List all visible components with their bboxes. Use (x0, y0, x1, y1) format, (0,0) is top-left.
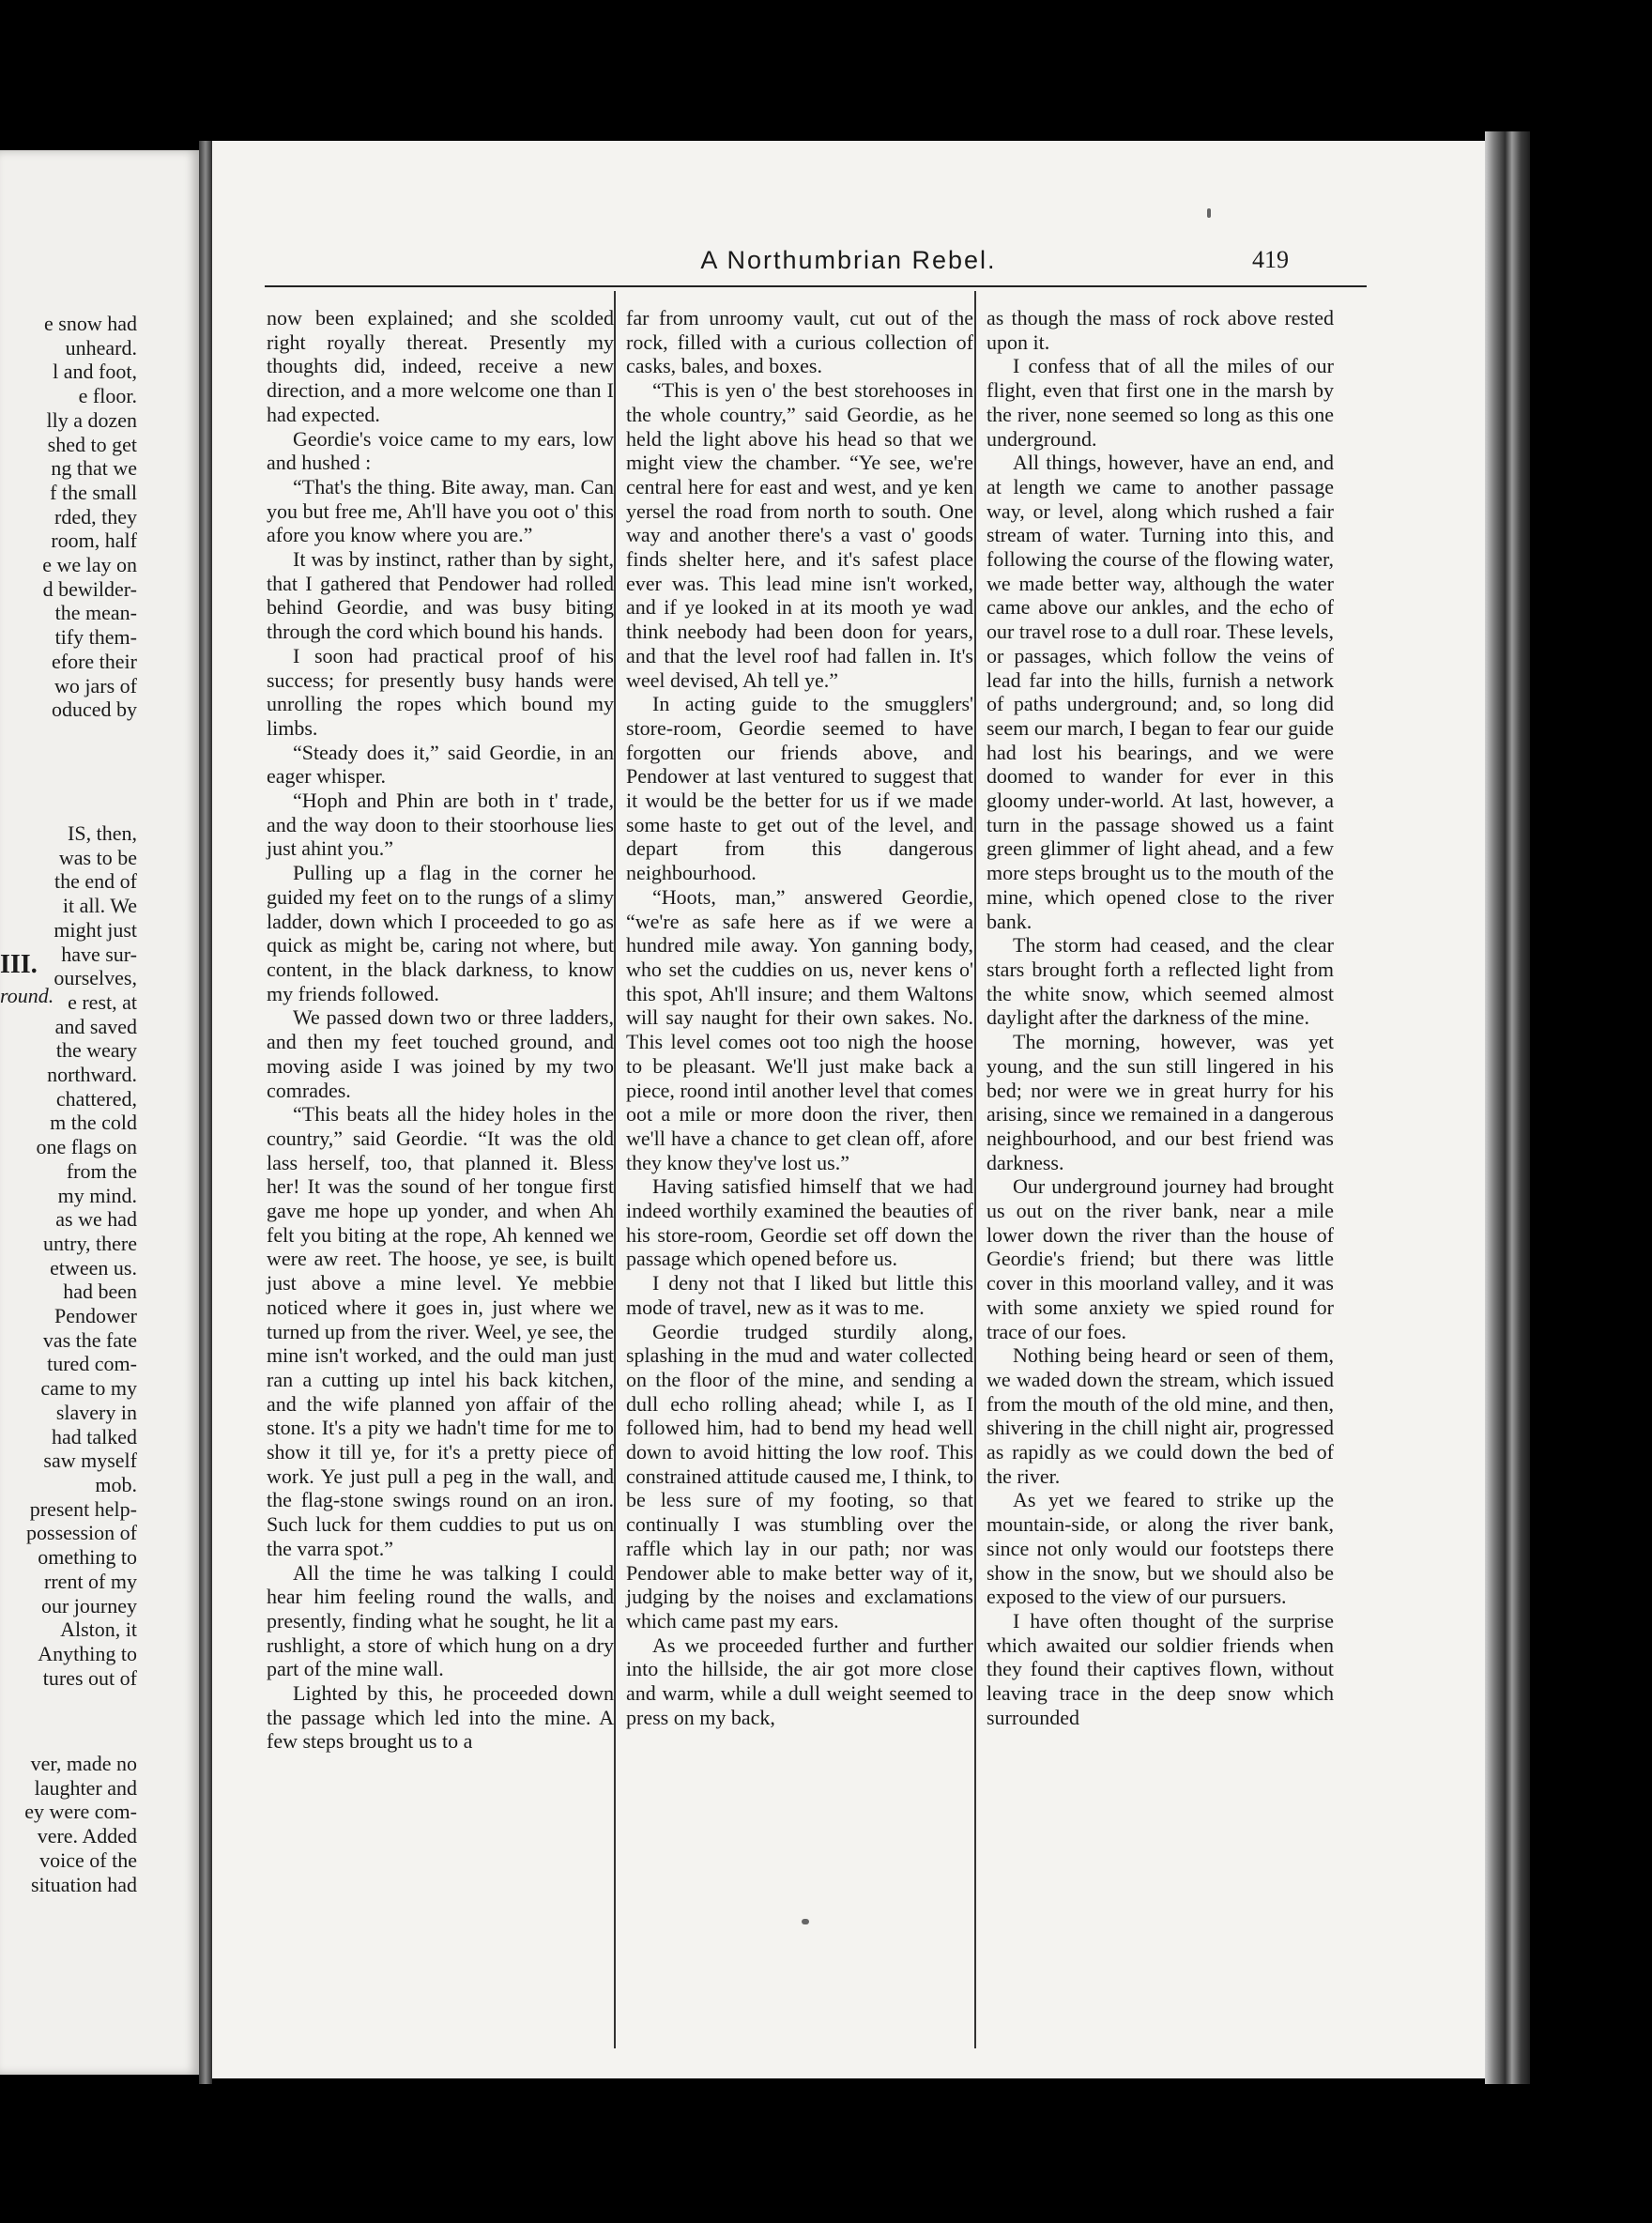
print-speck (802, 1919, 809, 1924)
paragraph: Lighted by this, he proceeded down the passage which led into the mine. A few steps brought us to a (267, 1681, 614, 1754)
left-page-line: mob. (95, 1472, 137, 1496)
paragraph: It was by instinct, rather than by sight, that I gathered that Pendower had rolled behind Geordie, and was busy biting through the cord which bound his hands. (267, 547, 614, 644)
left-page-line: Pendower (54, 1304, 137, 1328)
column-divider (974, 291, 976, 2048)
left-page-line: e rest, at (68, 989, 137, 1014)
left-page-line: etween us. (50, 1255, 137, 1280)
left-page-line: had talked (51, 1424, 137, 1449)
left-page-line: voice of the (39, 1847, 137, 1872)
paragraph: Our underground journey had brought us out on the river bank, near a mile lower down the river than the house of Geordie's friend; but there was little cover in this moorland valley, and it was with some anxiety we spied round for trace of our foes. (987, 1174, 1334, 1343)
left-page-line: m the cold (50, 1111, 137, 1135)
left-page-line: ourselves, (54, 966, 137, 990)
left-page-line: was to be (58, 845, 137, 869)
paragraph: All things, however, have an end, and at length we came to another passage way, or level, along which rushed a fair stream of water. Turning into this, and following the course of the flowing water, we made better way, although the water came above our ankles, and the echo of our travel rose to a dull roar. These levels, or passages, which follow the veins of lead far into the hills, furnish a network of paths underground; and, so long did seem our march, I began to fear our guide had lost his bearings, and we were doomed to wander for ever in this gloomy under-world. At last, however, a turn in the passage showed us a faint green glimmer of light ahead, and a few more steps brought us to the mouth of the mine, which opened close to the river bank. (987, 451, 1334, 933)
left-page-line: d bewilder- (42, 576, 137, 601)
left-page-line: came to my (40, 1376, 137, 1401)
left-page-line: f the small (50, 480, 137, 504)
left-page-line: ver, made no (30, 1752, 137, 1775)
left-page-line: had been (63, 1280, 137, 1304)
left-page-line: IS, then, (68, 821, 137, 845)
left-page-line: rded, they (54, 504, 137, 529)
left-page-line: e we lay on (42, 553, 137, 577)
left-page-line: ng that we (51, 456, 137, 481)
left-page-line: the end of (54, 869, 137, 894)
left-page-bottom-text (0, 1752, 137, 1896)
right-page (212, 141, 1485, 2078)
paragraph: “Hoots, man,” answered Geordie, “we're as safe here as if we were a hundred mile away. Yon ganning body, who set the cuddies on us, never kens o' this spot, Ah'll insure; and them Waltons will say naught for their own sakes. No. This level comes oot too nigh the hoose to be pleasant. We'll just make back a piece, roond intil another level that comes oot a mile or more doon the river, then we'll have a chance to get clean off, afore they know they've lost us.” (626, 884, 973, 1174)
left-page-line: unheard. (65, 335, 137, 360)
left-page-line: our journey (40, 1593, 137, 1617)
text-column-3 (987, 306, 1334, 1729)
paragraph: Having satisfied himself that we had indeed worthily examined the beauties of his store-room, Geordie set off down the passage which opened before us. (626, 1174, 973, 1271)
left-page-line: l and foot, (53, 360, 137, 384)
paragraph: far from unroomy vault, cut out of the rock, filled with a curious collection of casks, bales, and boxes. (626, 306, 973, 378)
left-page-line: lly a dozen (46, 407, 137, 432)
book-page-edges (1485, 131, 1530, 2084)
paragraph: now been explained; and she scolded right royally thereat. Presently my thoughts did, indeed, receive a new direction, and a more welcome one than I had expected. (267, 306, 614, 426)
left-page-line: situation had (30, 1872, 137, 1896)
left-page-line: tures out of (42, 1665, 137, 1690)
left-page-top-text (0, 312, 137, 722)
left-page-line: might just (54, 917, 137, 942)
paragraph: The storm had ceased, and the clear stars brought forth a reflected light from the white snow, which seemed almost daylight after the darkness of the mine. (987, 933, 1334, 1030)
left-page-line: as we had (55, 1207, 137, 1232)
left-page-line: chattered, (55, 1086, 137, 1111)
left-page-line: slavery in (55, 1400, 137, 1424)
paragraph: All the time he was talking I could hear him feeling round the walls, and presently, finding what he sought, he lit a rushlight, a store of which hung on a dry part of the mine wall. (267, 1560, 614, 1681)
left-page-line: e floor. (78, 384, 137, 408)
left-page-line: have sur- (61, 942, 137, 966)
text-column-2 (626, 306, 973, 1729)
left-page-line: saw myself (43, 1449, 137, 1473)
left-page-line: Alston, it (60, 1617, 137, 1642)
left-page-line: it all. We (62, 894, 137, 918)
left-page-line: ey were com- (24, 1800, 137, 1824)
paragraph: I soon had practical proof of his success; for presently busy hands were unrolling the ropes which bound my limbs. (267, 643, 614, 740)
left-page-line: room, half (51, 529, 137, 553)
paragraph: “Hoph and Phin are both in t' trade, and the way doon to their stoorhouse lies just ahint you.” (267, 789, 614, 861)
left-page-line: from the (66, 1158, 137, 1183)
left-page-line: oduced by (51, 698, 137, 722)
left-page-middle-text (0, 821, 137, 1690)
paragraph: Nothing being heard or seen of them, we waded down the stream, which issued from the mouth of the old mine, and then, shivering in the chill night air, progressed as rapidly as we could down the bed of the river. (987, 1343, 1334, 1488)
page-number: 419 (1252, 246, 1289, 273)
paragraph: I have often thought of the surprise which awaited our soldier friends when they found their captives flown, without leaving trace in the deep snow which surrounded (987, 1608, 1334, 1729)
left-page-line: my mind. (57, 1183, 137, 1207)
paragraph: As we proceeded further and further into the hillside, the air got more close and warm, while a dull weight seemed to press on my back, (626, 1633, 973, 1729)
book-gutter (199, 141, 212, 2084)
left-chapter-subtitle: round. (0, 984, 54, 1007)
running-title: A Northumbrian Rebel. (700, 246, 997, 274)
left-page-line: tured com- (47, 1352, 137, 1376)
left-page-line: present help- (29, 1496, 137, 1521)
paragraph: as though the mass of rock above rested upon it. (987, 306, 1334, 354)
text-column-1 (267, 306, 614, 1754)
left-page-line: laughter and (34, 1775, 137, 1800)
left-page-line: the mean- (54, 601, 137, 625)
left-page-line: tify them- (54, 625, 137, 650)
paragraph: I confess that of all the miles of our flight, even that first one in the marsh by the river, none seemed so long as this one underground. (987, 354, 1334, 451)
paragraph: We passed down two or three ladders, and then my feet touched ground, and moving aside I was joined by my two comrades. (267, 1005, 614, 1102)
paragraph: Geordie's voice came to my ears, low and hushed : (267, 426, 614, 475)
paragraph: “That's the thing. Bite away, man. Can you but free me, Ah'll have you oot o' this afore you know where you are.” (267, 474, 614, 547)
left-page-line: and saved (54, 1014, 137, 1038)
paragraph: “This beats all the hidey holes in the country,” said Geordie. “It was the old lass herself, too, that planned it. Bless her! It was the sound of her tongue first gave me hope up yonder, and when Ah felt you biting at the rope, Ah kenned we were aw reet. The hoose, ye see, is built just above a mine level. Ye mebbie noticed where it goes in, just where we turned up from the river. Weel, ye see, the mine isn't worked, and the ould man just ran a cutting up intel his back kitchen, and the wife planned yon affair of the stone. It's a pity we hadn't time for me to show it till ye, for it's a pretty piece of work. Ye just pull a peg in the wall, and the flag-stone swings round on an iron. Such luck for them cuddies to put us on the varra spot.” (267, 1102, 614, 1560)
left-page-line: vas the fate (42, 1327, 137, 1352)
paragraph: I deny not that I liked but little this mode of travel, new as it was to me. (626, 1271, 973, 1319)
left-page-line: untry, there (43, 1231, 137, 1255)
print-speck (1207, 208, 1211, 218)
left-page-line: wo jars of (54, 673, 137, 698)
left-chapter-heading: III. (0, 950, 38, 979)
left-page-line: vere. Added (37, 1824, 137, 1848)
left-page-line: possession of (26, 1521, 137, 1545)
left-page-line: northward. (47, 1063, 137, 1087)
left-page-line: Anything to (38, 1641, 137, 1665)
left-page-line: shed to get (47, 432, 137, 456)
left-page-line: omething to (38, 1545, 137, 1570)
paragraph: Pulling up a flag in the corner he guided my feet on to the rungs of a slimy ladder, down which I proceeded to go as quick as might be, caring not where, but content, in the black darkness, to know my friends followed. (267, 861, 614, 1005)
paragraph: “This is yen o' the best storehooses in the whole country,” said Geordie, as he held the light above his head so that we might view the chamber. “Ye see, we're central here for east and west, and ye ken yersel the road from north to south. One way and another there's a vast o' goods finds shelter here, and it's safest place ever was. This lead mine isn't worked, and if ye looked in at its mooth ye wad think neebody had been doon for years, and that the level roof had fallen in. It's weel devised, Ah tell ye.” (626, 378, 973, 692)
left-facing-page (0, 150, 199, 2075)
left-page-line: the weary (55, 1038, 137, 1063)
paragraph: In acting guide to the smugglers' store-room, Geordie seemed to have forgotten our friends above, and Pendower at last ventured to suggest that it would be the better for us if we made some haste to get out of the level, and depart from this dangerous neighbourhood. (626, 692, 973, 885)
paragraph: As yet we feared to strike up the mountain-side, or along the river bank, since not only would our footsteps there show in the snow, but we should also be exposed to the view of our pursuers. (987, 1488, 1334, 1609)
header-rule (265, 285, 1367, 287)
paragraph: Geordie trudged sturdily along, splashing in the mud and water collected on the floor of the mine, and sending a dull echo rolling ahead; while I, as I followed him, had to bend my head well down to avoid hitting the low roof. This constrained attitude caused me, I think, to be less sure of my footing, so that continually I was stumbling over the raffle which lay in our path; nor was Pendower able to make better way of it, judging by the noises and exclamations which came past my ears. (626, 1319, 973, 1633)
column-divider (614, 291, 616, 2048)
left-page-line: one flags on (36, 1135, 137, 1159)
left-page-line: efore their (52, 649, 137, 673)
left-page-line: e snow had (44, 312, 137, 335)
paragraph: The morning, however, was yet young, and the sun still lingered in his bed; nor were we in great hurry for his arising, since we remained in a dangerous neighbourhood, and our best friend was darkness. (987, 1030, 1334, 1174)
left-page-line: rrent of my (44, 1569, 137, 1593)
paragraph: “Steady does it,” said Geordie, in an eager whisper. (267, 740, 614, 789)
